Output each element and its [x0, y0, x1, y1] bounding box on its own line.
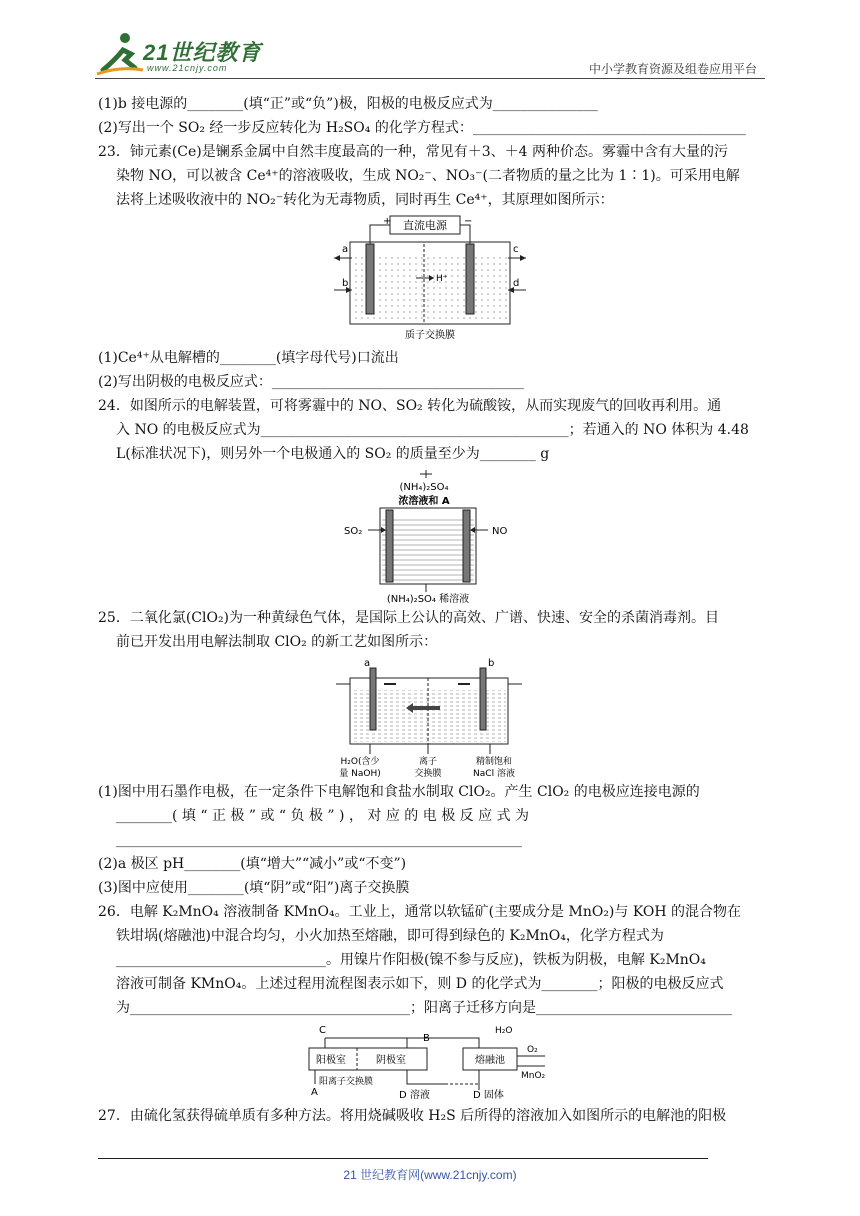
top-label-1: (NH₄)₂SO₄: [399, 482, 449, 493]
question-26: 26．电解 K₂MnO₄ 溶液制备 KMnO₄。工业上，通常以软锰矿(主要成分是 MnO₂)与 KOH 的混合物在: [98, 904, 742, 920]
melt-pool: 熔融池: [475, 1055, 505, 1066]
question-25: 25．二氧化氯(ClO₂)为一种黄绿色气体，是国际上公认的高效、广谱、快速、安全的杀菌消毒剂。目: [98, 610, 720, 626]
text-line: 为________________________________________；阳离子迁移方向是____________________________: [116, 1000, 732, 1016]
footer-divider: [98, 1158, 708, 1159]
header-divider: [95, 78, 765, 79]
text-line: 溶液可制备 KMnO₄。上述过程用流程图表示如下，则 D 的化学式为________；阳极的电极反应式: [116, 976, 724, 992]
document-body: [98, 92, 762, 1128]
o2-label: O₂: [527, 1045, 538, 1055]
text-line: ______________________________。用镍片作阳极(镍不参与反应)，铁板为阴极，电解 K₂MnO₄: [116, 952, 706, 968]
label-b: b: [488, 658, 495, 669]
mid-label-1: 离子: [418, 757, 438, 767]
text-line: 入 NO 的电极反应式为____________________________________________；若通入的 NO 体积为 4.48: [116, 422, 749, 438]
h2o-label: H₂O: [495, 1026, 513, 1036]
membrane-label: 质子交换膜: [405, 330, 455, 341]
label-c: C: [319, 1025, 326, 1036]
text-line: (2)写出阴极的电极反应式：____________________________________: [98, 374, 524, 390]
logo-text: 21世纪教育: [143, 40, 262, 65]
no-label: NO: [492, 526, 508, 537]
d-solution: D 溶液: [399, 1090, 430, 1101]
text-line: (1)图中用石墨作电极，在一定条件下电解饱和食盐水制取 ClO₂。产生 ClO₂ 的电极应连接电源的: [98, 784, 700, 800]
ion-label: H⁺: [436, 274, 448, 284]
logo-url: www.21cnjy.com: [147, 63, 228, 73]
text-line: (1)b 接电源的________(填“正”或“负”)极，阳极的电极反应式为_______________: [98, 96, 598, 112]
d-solid: D 固体: [473, 1090, 504, 1101]
platform-name: 中小学教育资源及组卷应用平台: [588, 62, 757, 76]
text-line: (2)写出一个 SO₂ 经一步反应转化为 H₂SO₄ 的化学方程式：_______________________________________: [98, 120, 746, 136]
text-line: (2)a 极区 pH________(填“增大”“减小”或“不变”): [98, 856, 407, 872]
left-label-1: H₂O(含少: [340, 757, 380, 767]
mid-label-2: 交换膜: [414, 769, 442, 778]
text-line: ________( 填 “ 正 极 ” 或 “ 负 极 ” ) ， 对 应 的 电 极 反 应 式 为: [116, 808, 530, 824]
label-c: c: [513, 244, 519, 255]
label-d: d: [513, 278, 520, 289]
text-line: __________________________________________________________: [116, 832, 522, 848]
cathode-chamber: 阴极室: [376, 1055, 406, 1066]
membrane-label: 阳离子交换膜: [319, 1077, 374, 1087]
question-27: 27．由硫化氢获得硫单质有多种方法。将用烧碱吸收 H₂S 后所得的溶液加入如图所示的电解池的阳极: [98, 1108, 727, 1124]
text-line: L(标准状况下)，则另外一个电极通入的 SO₂ 的质量至少为________ g: [116, 446, 550, 462]
logo: [95, 30, 265, 76]
anode-chamber: 阳极室: [316, 1055, 346, 1066]
plus-sign: +: [383, 216, 392, 227]
so2-label: SO₂: [344, 526, 363, 537]
figure-24-electrolysis: [340, 468, 520, 604]
mno2-label: MnO₂: [521, 1071, 546, 1081]
label-b: b: [342, 278, 349, 289]
text-line: 前已开发出用电解法制取 ClO₂ 的新工艺如图所示：: [116, 634, 438, 650]
page-header: [95, 30, 765, 80]
question-24: 24．如图所示的电解装置，可将雾霾中的 NO、SO₂ 转化为硫酸铵，从而实现废气的回收再利用。通: [98, 398, 722, 414]
runner-logo-icon: [95, 30, 145, 76]
text-line: 铁坩埚(熔融池)中混合均匀，小火加热至熔融，即可得到绿色的 K₂MnO₄，化学方程式为: [116, 928, 664, 944]
right-label-2: NaCl 溶液: [473, 769, 515, 778]
power-label: 直流电源: [403, 219, 447, 232]
right-label-1: 精制饱和: [475, 757, 513, 767]
label-a: a: [342, 244, 349, 255]
bottom-label: (NH₄)₂SO₄ 稀溶液: [386, 594, 470, 604]
top-label-2: 浓溶液和 A: [398, 496, 450, 507]
figure-23-electrolysis: [330, 214, 530, 344]
figure-26-flowchart: [295, 1022, 565, 1102]
question-23: 23．铈元素(Ce)是镧系金属中自然丰度最高的一种，常见有＋3、＋4 两种价态。雾霾中含有大量的污: [98, 144, 728, 160]
text-line: 法将上述吸收液中的 NO₂⁻转化为无毒物质，同时再生 Ce⁴⁺，其原理如图所示：: [116, 192, 614, 208]
text-line: (1)Ce⁴⁺从电解槽的________(填字母代号)口流出: [98, 350, 399, 366]
footer-link[interactable]: 21 世纪教育网(www.21cnjy.com): [343, 1168, 517, 1182]
label-a: a: [364, 658, 371, 669]
text-line: 染物 NO，可以被含 Ce⁴⁺的溶液吸收，生成 NO₂⁻、NO₃⁻(二者物质的量之比为 1∶1)。可采用电解: [116, 168, 740, 184]
minus-sign: −: [464, 216, 473, 227]
text-line: (3)图中应使用________(填“阴”或“阳”)离子交换膜: [98, 880, 410, 896]
label-a: A: [311, 1087, 318, 1098]
left-label-2: 量 NaOH): [339, 769, 381, 778]
figure-25-electrolysis: [330, 656, 530, 778]
label-b: B: [423, 1033, 430, 1044]
